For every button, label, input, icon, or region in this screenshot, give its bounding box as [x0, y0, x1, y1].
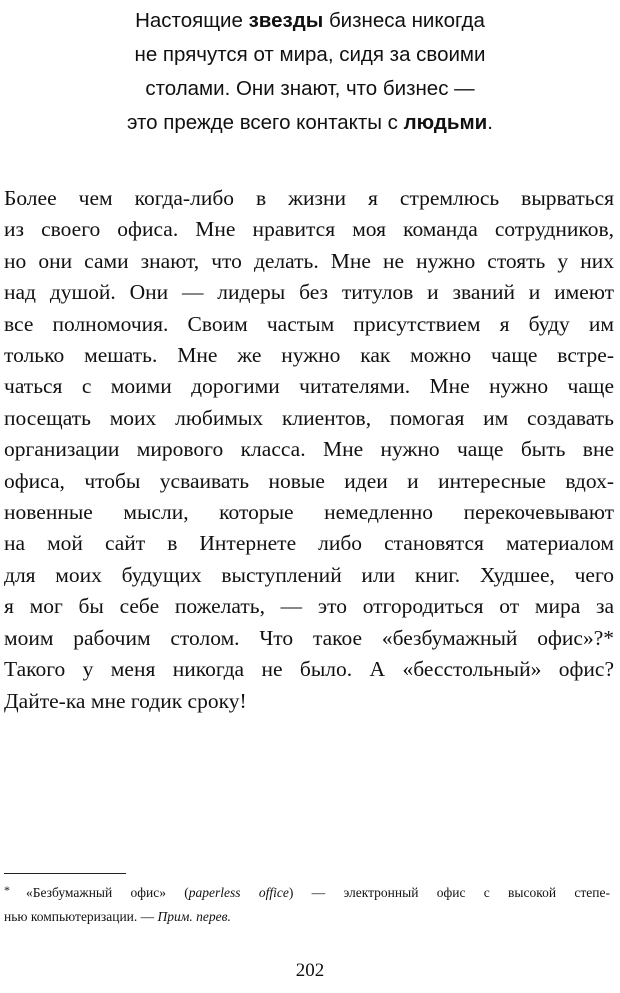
body-line: на мой сайт в Интернете либо становятся материалом [4, 531, 614, 556]
body-line: посещать моих любимых клиентов, помогая им создавать [4, 405, 614, 430]
body-line: я мог бы себе пожелать, — это отгородиться от мира за [4, 594, 614, 619]
footnote-marker: * [4, 883, 10, 897]
body-line: организации мирового класса. Мне нужно чаще быть вне [4, 437, 614, 462]
body-line: но они сами знают, что делать. Мне не нужно стоять у них [4, 248, 614, 273]
footnote-line-1: «Безбумажный офис» (paperless office) — электронный офис с высокой степе- [26, 885, 610, 900]
pull-quote-line-3: столами. Они знают, что бизнес — [145, 77, 475, 100]
pull-quote [40, 4, 580, 140]
footnote-line-2: нью компьютеризации. — Прим. перев. [4, 909, 231, 924]
pull-quote-line-2: не прячутся от мира, сидя за своими [134, 43, 486, 66]
body-line: моим рабочим столом. Что такое «безбумажный офис»?* [4, 625, 614, 650]
pull-quote-line-4: это прежде всего контакты с людьми. [127, 111, 493, 134]
pull-quote-emphasis-stars: звезды [248, 9, 324, 32]
body-line: только мешать. Мне же нужно как можно чаще встре- [4, 343, 614, 368]
translator-note: Прим. перев. [157, 909, 231, 924]
body-line: новенные мысли, которые немедленно перекочевывают [4, 500, 614, 525]
pull-quote-line-1: Настоящие звезды бизнеса никогда [135, 9, 485, 32]
body-line: офиса, чтобы усваивать новые идеи и интересные вдох- [4, 468, 614, 493]
page-number: 202 [295, 960, 325, 981]
body-line: над душой. Они — лидеры без титулов и званий и имеют [4, 280, 614, 305]
footnote [4, 881, 610, 929]
body-line: чаться с моими дорогими читателями. Мне нужно чаще [4, 374, 614, 399]
body-line: Такого у меня никогда не было. А «бесстольный» офис? [4, 657, 614, 682]
footnote-divider [4, 873, 126, 874]
body-line: Более чем когда-либо в жизни я стремлюсь вырваться [4, 186, 614, 210]
footnote-english-term: paperless office [188, 885, 289, 900]
body-line: все полномочия. Своим частым присутствием я буду им [4, 311, 614, 336]
pull-quote-emphasis-people: людьми [403, 111, 488, 134]
body-line: для моих будущих выступлений или книг. Худшее, чего [4, 562, 614, 587]
body-line-last: Дайте-ка мне годик сроку! [4, 688, 247, 713]
body-line: из своего офиса. Мне нравится моя команда сотрудников, [4, 217, 614, 242]
body-paragraph [4, 183, 614, 717]
